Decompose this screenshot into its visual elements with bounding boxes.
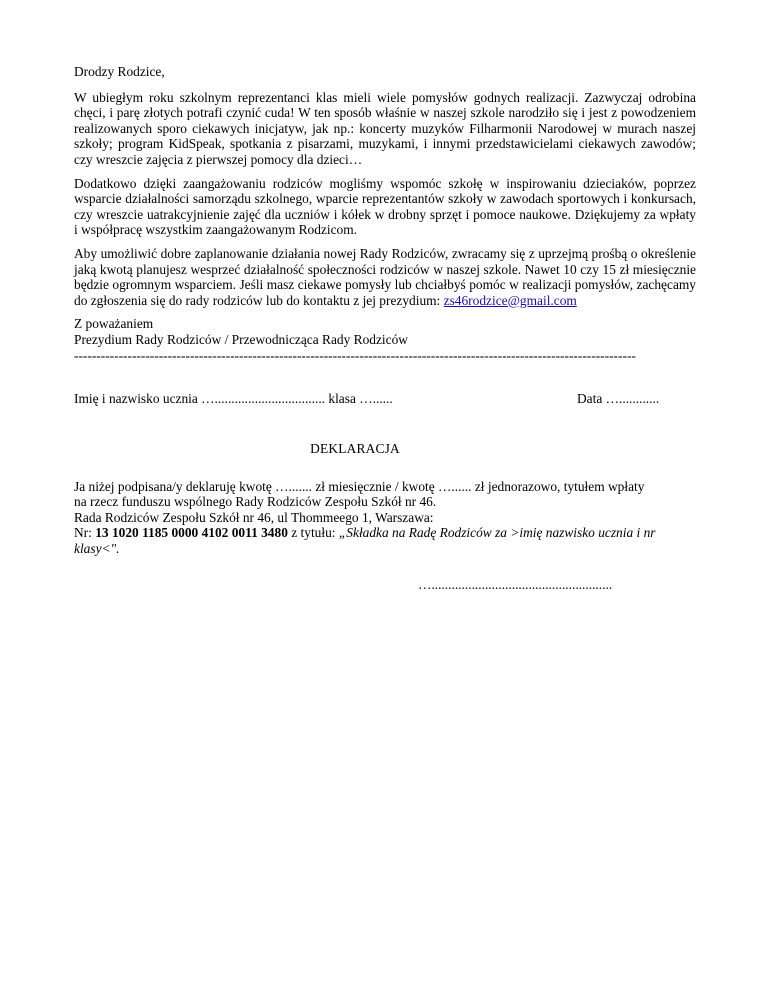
student-name-class-field[interactable]: Imię i nazwisko ucznia …................................. klasa …...... bbox=[74, 391, 393, 407]
date-field[interactable]: Data …............ bbox=[577, 391, 660, 407]
signature-field[interactable]: …...................................................... bbox=[418, 576, 613, 592]
declaration-line-2: na rzecz funduszu wspólnego Rady Rodziców Zespołu Szkół nr 46. bbox=[74, 494, 437, 510]
account-prefix: Nr: bbox=[74, 525, 96, 541]
transfer-title: „Składka na Radę Rodziców za >imię nazwisko ucznia i nr klasy<". bbox=[74, 525, 656, 557]
signature-row bbox=[74, 577, 696, 593]
transfer-title-prefix: z tytułu: bbox=[287, 525, 339, 541]
paragraph-request-text: Aby umożliwić dobre zaplanowanie działania nowej Rady Rodziców, zwracamy się z uprzejmą prośbą o określenie jaką kwotą planujesz wesprzeć działalność społeczności rodziców w naszej szkole. Nawet 10 czy 15 zł miesięcznie będzie ogromnym wsparciem. Jeśli masz ciekawe pomysły lub chciałbyś pomóc w realizacji pomysłów, zachęcamy do zgłoszenia się do rady rodziców lub do kontaktu z jej prezydium: bbox=[74, 245, 696, 308]
cut-line-separator: ------------------------------------------------------------------------------------------------------------------------------ bbox=[74, 347, 636, 363]
closing: Z poważaniem bbox=[74, 316, 154, 332]
greeting: Drodzy Rodzice, bbox=[74, 64, 165, 79]
bank-address-line: Rada Rodziców Zespołu Szkół nr 46, ul Thommeego 1, Warszawa: bbox=[74, 509, 434, 525]
document-page bbox=[74, 64, 696, 593]
declaration-line-1: Ja niżej podpisana/y deklaruję kwotę …....... zł miesięcznie / kwotę …...... zł jednorazowo, tytułem wpłaty bbox=[74, 478, 645, 494]
paragraph-initiatives: W ubiegłym roku szkolnym reprezentanci klas mieli wiele pomysłów godnych realizacji. Zazwyczaj odrobina chęci, i parę złotych potrafi czynić cuda! W ten sposób właśnie w naszej szkole narodziło się i jest z powodzeniem realizowanych sporo ciekawych inicjatyw, jak np.: koncerty muzyków Filharmonii Narodowej w murach naszej szkoły; program KidSpeak, spotkania z pisarzami, muzykami, i innymi przedstawicielami ciekawych zawodów; czy wreszcie zajęcia z pierwszej pomocy dla dzieci… bbox=[74, 89, 696, 167]
paragraph-request bbox=[74, 246, 696, 308]
account-number: 13 1020 1185 0000 4102 0011 3480 bbox=[95, 525, 288, 541]
bank-account-line bbox=[74, 525, 696, 556]
paragraph-support: Dodatkowo dzięki zaangażowaniu rodziców mogliśmy wspomóc szkołę w inspirowaniu dzieciaków, poprzez wsparcie działalności samorządu szkolnego, wparcie reprezentantów szkoły w zawodach sportowych i konkursach, czy wreszcie uatrakcyjnienie zajęć dla uczniów i kółek w drobny sprzęt i pomoce naukowe. Dziękujemy za wpłaty i współpracę wszystkim zaangażowanym Rodzicom. bbox=[74, 175, 696, 238]
student-info-row bbox=[74, 391, 696, 407]
contact-email-link[interactable]: zs46rodzice@gmail.com bbox=[443, 292, 577, 308]
declaration-title: DEKLARACJA bbox=[310, 441, 400, 457]
signature: Prezydium Rady Rodziców / Przewodnicząca Rady Rodziców bbox=[74, 331, 408, 347]
